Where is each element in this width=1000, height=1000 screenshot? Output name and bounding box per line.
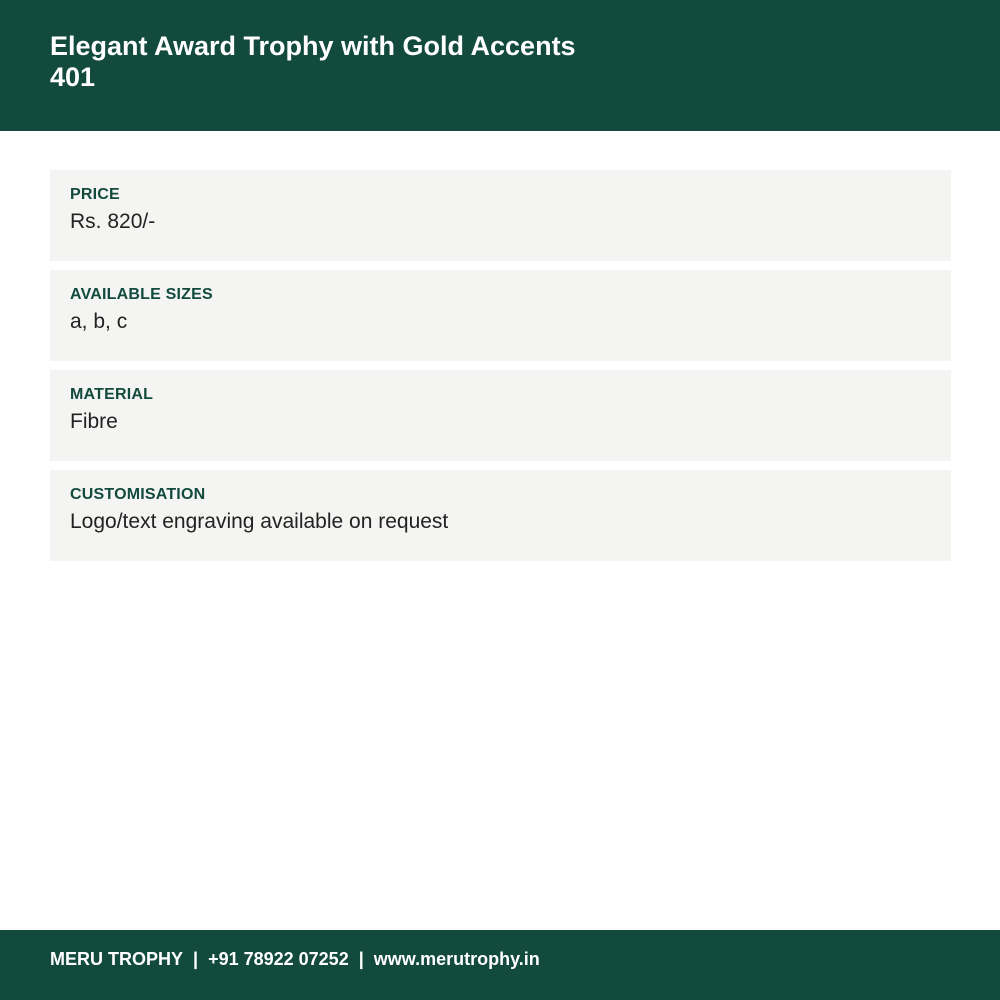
product-details — [50, 170, 951, 570]
sizes-value: a, b, c — [70, 310, 128, 333]
footer-bar — [0, 930, 1000, 1000]
footer-website: www.merutrophy.in — [373, 949, 540, 969]
footer-phone: +91 78922 07252 — [208, 949, 349, 969]
material-value: Fibre — [70, 410, 118, 433]
footer-brand: MERU TROPHY — [50, 949, 184, 969]
footer-separator: | — [193, 949, 199, 969]
customisation-card — [50, 470, 951, 561]
product-code: 401 — [50, 62, 96, 92]
material-label: MATERIAL — [70, 386, 154, 403]
sizes-label: AVAILABLE SIZES — [70, 286, 213, 303]
sizes-card — [50, 270, 951, 361]
price-label: PRICE — [70, 186, 120, 203]
footer-separator: | — [358, 949, 364, 969]
price-card — [50, 170, 951, 261]
customisation-label: CUSTOMISATION — [70, 486, 206, 503]
product-title: Elegant Award Trophy with Gold Accents — [50, 31, 576, 61]
material-card — [50, 370, 951, 461]
header-banner — [0, 0, 1000, 131]
customisation-value: Logo/text engraving available on request — [70, 510, 449, 533]
price-value: Rs. 820/- — [70, 210, 156, 233]
